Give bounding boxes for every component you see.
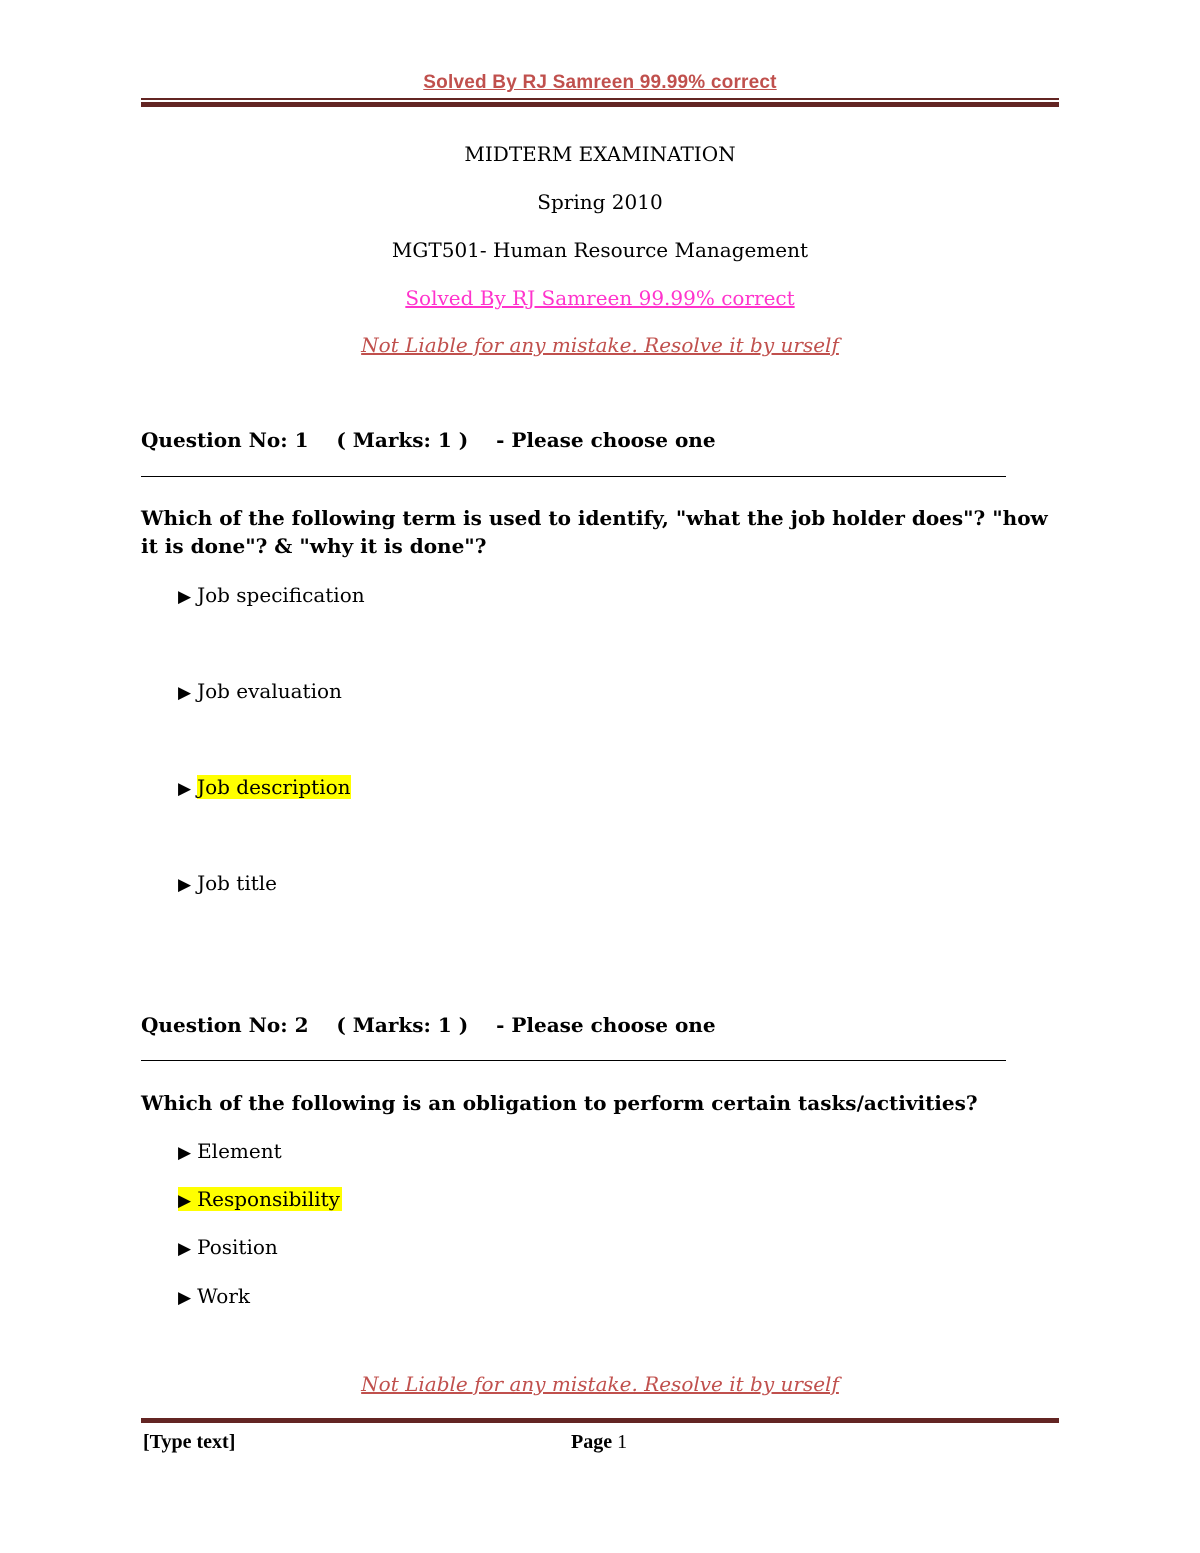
q2-option-1[interactable] [178,1138,282,1166]
solved-by-link[interactable]: Solved By RJ Samreen 99.99% correct [405,286,795,310]
q2-option-4-label: Work [197,1284,250,1308]
footer-page-value: 1 [617,1431,628,1453]
footer-page-label: Page [571,1431,613,1453]
q1-option-2[interactable] [178,678,342,706]
question-1-rule [141,476,1006,477]
footer-rule-thick [141,1418,1059,1423]
question-2-rule [141,1060,1006,1061]
q1-option-4[interactable] [178,870,277,898]
play-arrow-icon: ▶ [178,1239,192,1259]
q2-option-4[interactable] [178,1283,250,1311]
q2-option-2-highlight [178,1187,342,1211]
play-arrow-icon: ▶ [178,875,192,895]
q1-option-2-label: Job evaluation [197,679,342,703]
play-arrow-icon: ▶ [178,779,192,799]
header-rule-thin [141,98,1059,100]
exam-term: Spring 2010 [537,190,663,214]
play-arrow-icon: ▶ [178,1288,192,1308]
q2-option-3[interactable] [178,1234,278,1262]
disclaimer-bottom: Not Liable for any mistake. Resolve it by urself [361,1372,839,1396]
question-2-heading: Question No: 2 ( Marks: 1 ) - Please choose one [141,1013,716,1037]
q2-option-3-label: Position [197,1235,278,1259]
q1-option-1[interactable] [178,582,365,610]
q2-option-1-label: Element [197,1139,282,1163]
question-1-heading: Question No: 1 ( Marks: 1 ) - Please choose one [141,428,716,452]
header-text: Solved By RJ Samreen 99.99% correct [423,72,777,93]
q2-option-2[interactable] [178,1186,342,1214]
question-1-text: Which of the following term is used to identify, "what the job holder does"? "how it is done"? & "why it is done"? [141,506,1048,558]
play-arrow-icon: ▶ [178,683,192,703]
q1-option-1-label: Job specification [197,583,365,607]
footer-type-text: [Type text] [143,1431,236,1453]
header-rule-thick [141,102,1059,107]
question-2-text: Which of the following is an obligation to perform certain tasks/activities? [141,1091,978,1115]
footer-page-number [571,1431,627,1454]
q1-option-4-label: Job title [197,871,277,895]
q1-option-3[interactable] [178,774,351,802]
play-arrow-icon: ▶ [178,587,192,607]
q2-option-2-label: Responsibility [197,1187,340,1211]
play-arrow-icon: ▶ [178,1143,192,1163]
course-title: MGT501- Human Resource Management [391,238,809,262]
exam-title: MIDTERM EXAMINATION [464,142,736,166]
disclaimer-top: Not Liable for any mistake. Resolve it by urself [361,333,839,357]
play-arrow-icon: ▶ [178,1191,192,1211]
q1-option-3-label-highlighted: Job description [197,775,351,799]
